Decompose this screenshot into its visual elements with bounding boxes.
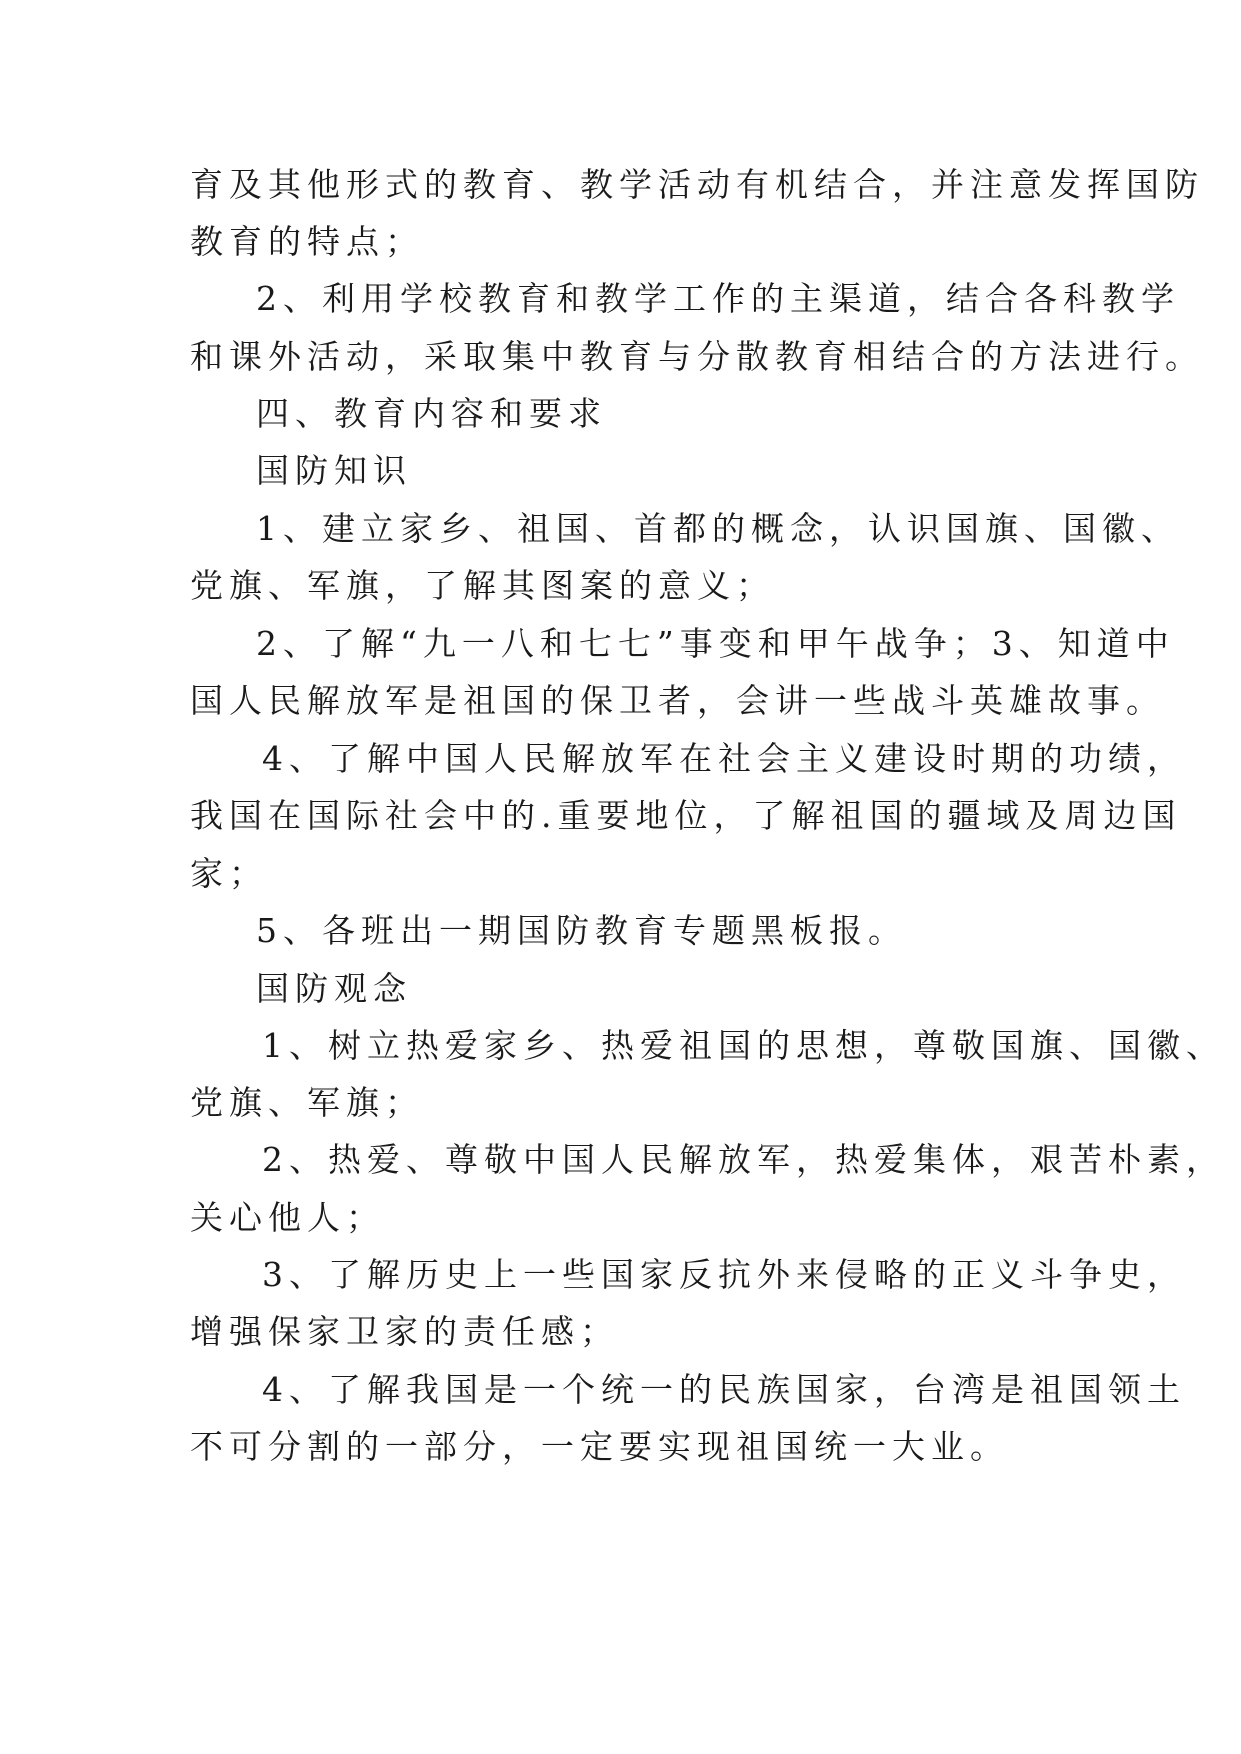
text-line: 教育的特点； [190,222,424,261]
subsection-heading: 国防知识 [256,451,412,490]
text-line: 党旗、军旗，了解其图案的意义； [190,566,775,605]
text-line: 国人民解放军是祖国的保卫者，会讲一些战斗英雄故事。 [190,681,1165,720]
text-line: 1、树立热爱家乡、热爱祖国的思想，尊敬国旗、国徽、 [262,1026,1225,1065]
text-line: 2、热爱、尊敬中国人民解放军，热爱集体，艰苦朴素， [262,1140,1225,1179]
text-line: 1、建立家乡、祖国、首都的概念，认识国旗、国徽、 [256,509,1180,548]
text-line: 5、各班出一期国防教育专题黑板报。 [256,911,907,950]
text-line: 2、了解“九一八和七七”事变和甲午战争；3、知道中 [256,624,1175,663]
section-heading: 四、教育内容和要求 [256,394,607,433]
text-line: 不可分割的一部分，一定要实现祖国统一大业。 [190,1427,1009,1466]
text-line: 党旗、军旗； [190,1083,424,1122]
text-line: 增强保家卫家的责任感； [190,1312,619,1351]
text-line: 3、了解历史上一些国家反抗外来侵略的正义斗争史， [262,1255,1186,1294]
text-line: 4、了解我国是一个统一的民族国家，台湾是祖国领土 [262,1370,1186,1409]
text-line: 2、利用学校教育和教学工作的主渠道，结合各科教学 [256,279,1180,318]
text-line: 关心他人； [190,1198,385,1237]
text-line: 4、了解中国人民解放军在社会主义建设时期的功绩， [262,739,1186,778]
text-line: 我国在国际社会中的.重要地位，了解祖国的疆域及周边国 [190,796,1182,835]
text-line: 育及其他形式的教育、教学活动有机结合，并注意发挥国防 [190,165,1204,204]
text-line: 和课外活动，采取集中教育与分散教育相结合的方法进行。 [190,337,1204,376]
subsection-heading: 国防观念 [256,969,412,1008]
text-line: 家； [190,854,268,893]
